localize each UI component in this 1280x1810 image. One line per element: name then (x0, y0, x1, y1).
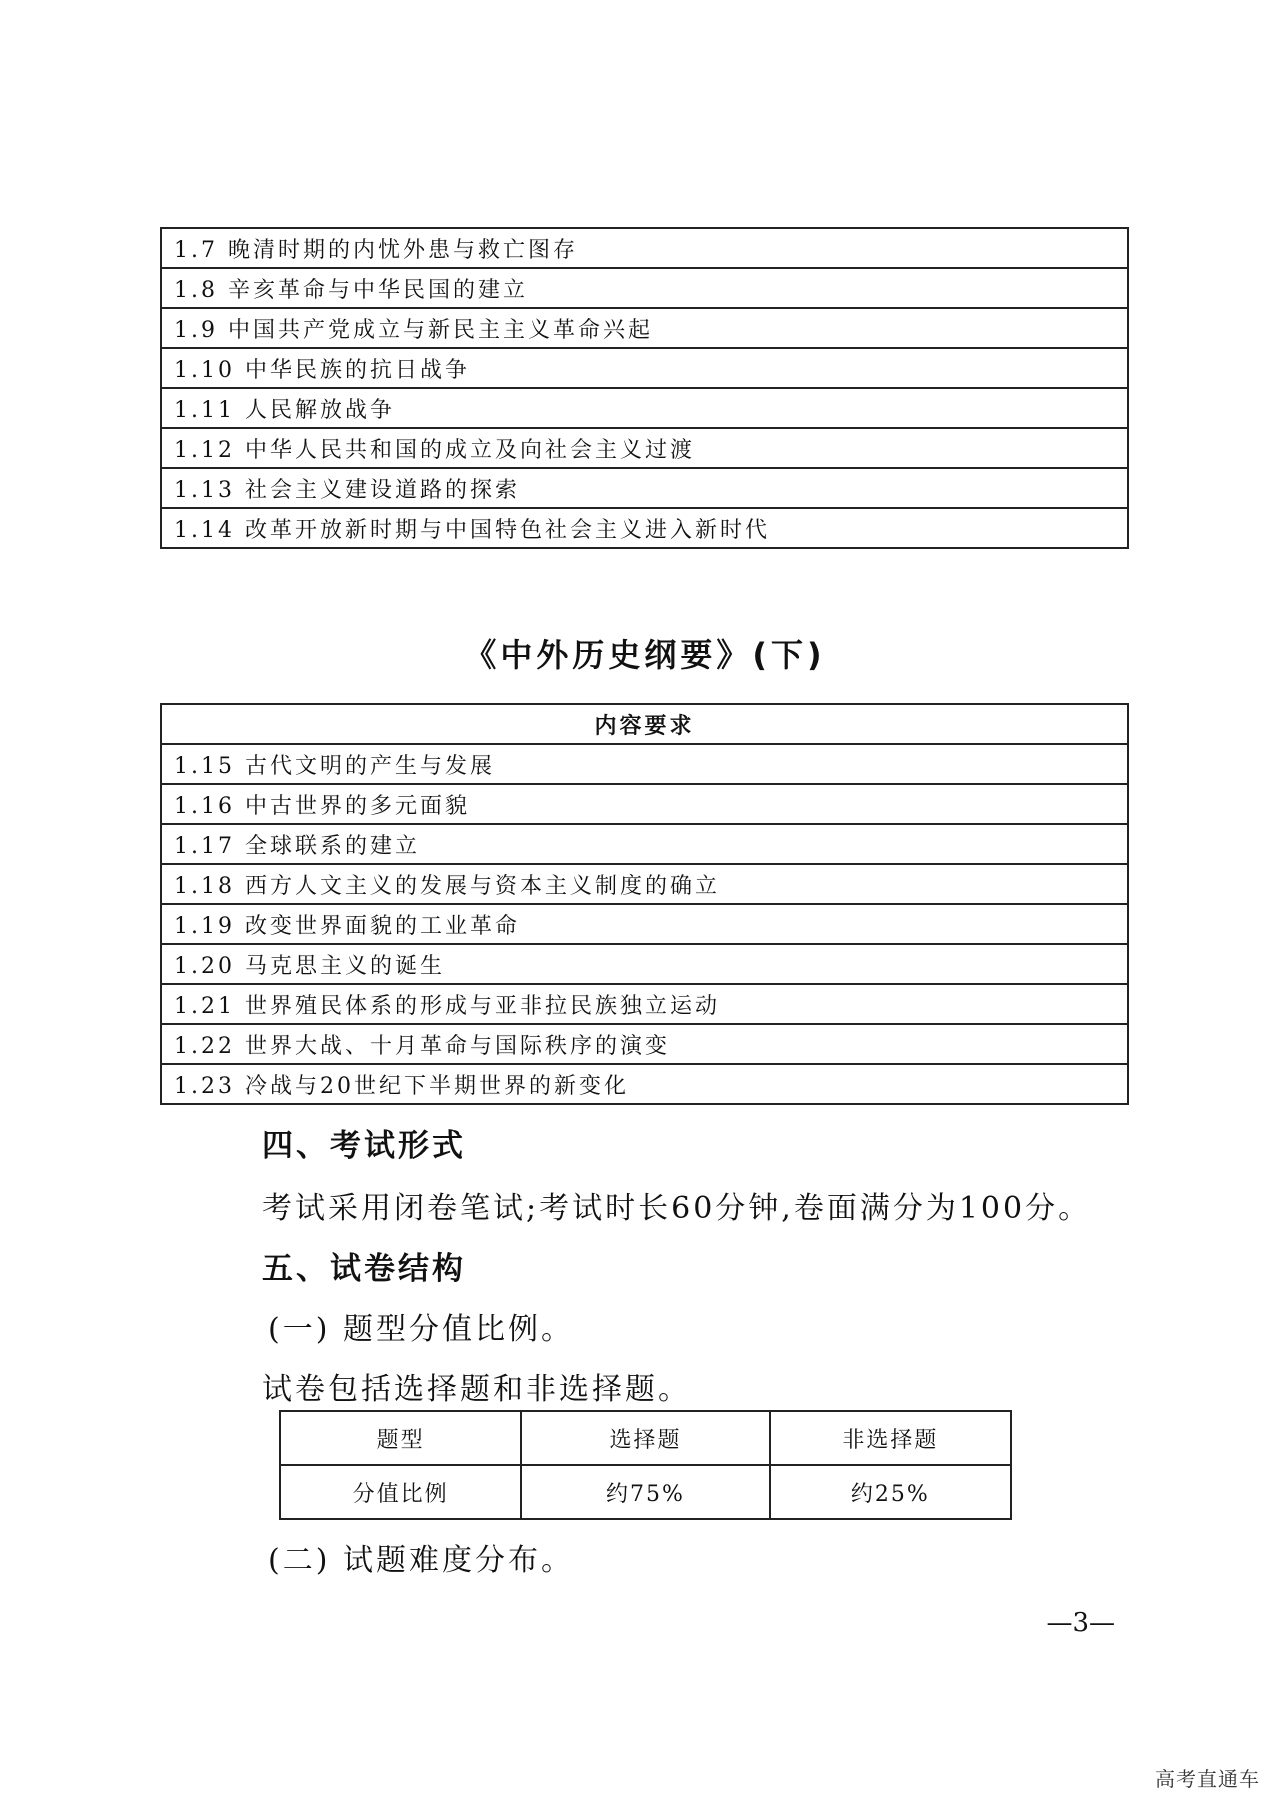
table-row (161, 1064, 1128, 1104)
table-cell: 1.11 人民解放战争 (161, 388, 1128, 428)
table-cell: 1.20 马克思主义的诞生 (161, 944, 1128, 984)
table-cell: 分值比例 (280, 1465, 521, 1519)
table-cell: 1.8 辛亥革命与中华民国的建立 (161, 268, 1128, 308)
table-cell: 1.10 中华民族的抗日战争 (161, 348, 1128, 388)
table-header-row (280, 1411, 1011, 1465)
table-row (161, 468, 1128, 508)
table-row (161, 944, 1128, 984)
table-row (161, 824, 1128, 864)
table-row (161, 508, 1128, 548)
table-cell: 1.17 全球联系的建立 (161, 824, 1128, 864)
table-cell: 1.7 晚清时期的内忧外患与救亡图存 (161, 228, 1128, 268)
table-cell: 1.9 中国共产党成立与新民主主义革命兴起 (161, 308, 1128, 348)
table-header-row (161, 704, 1128, 744)
table-cell: 1.12 中华人民共和国的成立及向社会主义过渡 (161, 428, 1128, 468)
table-cell: 1.22 世界大战、十月革命与国际秩序的演变 (161, 1024, 1128, 1064)
subheading-difficulty: (二) 试题难度分布。 (268, 1543, 574, 1578)
watermark: 高考直通车 (1155, 1767, 1260, 1791)
table-row (161, 268, 1128, 308)
table-row (161, 228, 1128, 268)
history-content-table-upper (160, 227, 1129, 549)
heading-exam-form: 四、考试形式 (262, 1128, 466, 1164)
table-row (161, 864, 1128, 904)
table-header: 非选择题 (770, 1411, 1011, 1465)
table-row (161, 428, 1128, 468)
table-cell: 1.23 冷战与20世纪下半期世界的新变化 (161, 1064, 1128, 1104)
subheading-score-ratio: (一) 题型分值比例。 (268, 1312, 574, 1347)
section-title: 《中外历史纲要》(下) (464, 636, 826, 674)
table-header: 内容要求 (161, 704, 1128, 744)
table-cell: 约75% (521, 1465, 770, 1519)
table-header: 题型 (280, 1411, 521, 1465)
table-cell: 1.18 西方人文主义的发展与资本主义制度的确立 (161, 864, 1128, 904)
table-cell: 1.13 社会主义建设道路的探索 (161, 468, 1128, 508)
table-row (161, 388, 1128, 428)
table-row (161, 904, 1128, 944)
table-row (161, 784, 1128, 824)
table-row (161, 1024, 1128, 1064)
score-ratio-table (279, 1410, 1012, 1520)
table-cell: 约25% (770, 1465, 1011, 1519)
table-cell: 1.21 世界殖民体系的形成与亚非拉民族独立运动 (161, 984, 1128, 1024)
exam-form-text: 考试采用闭卷笔试;考试时长60分钟,卷面满分为100分。 (262, 1191, 1092, 1226)
table-cell: 1.14 改革开放新时期与中国特色社会主义进入新时代 (161, 508, 1128, 548)
table-row (161, 308, 1128, 348)
page-number: —3— (1046, 1608, 1115, 1638)
table-row (280, 1465, 1011, 1519)
table-cell: 1.19 改变世界面貌的工业革命 (161, 904, 1128, 944)
table-row (161, 348, 1128, 388)
table-header: 选择题 (521, 1411, 770, 1465)
paper-content-text: 试卷包括选择题和非选择题。 (262, 1372, 691, 1407)
table-cell: 1.15 古代文明的产生与发展 (161, 744, 1128, 784)
history-content-table-lower (160, 703, 1129, 1105)
heading-paper-structure: 五、试卷结构 (262, 1251, 466, 1287)
table-row (161, 984, 1128, 1024)
table-cell: 1.16 中古世界的多元面貌 (161, 784, 1128, 824)
table-row (161, 744, 1128, 784)
